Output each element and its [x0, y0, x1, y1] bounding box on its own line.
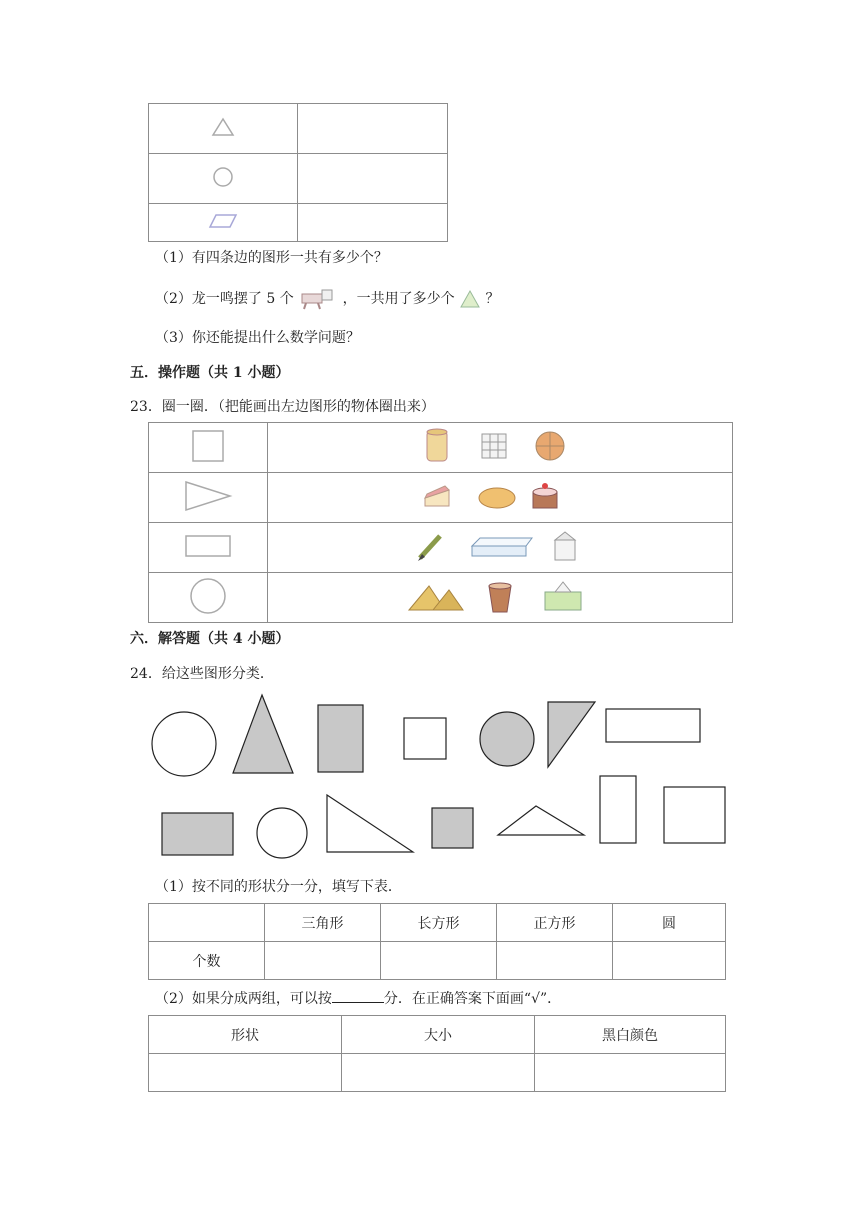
sub-question-2 — [155, 988, 561, 1009]
gray-triangle — [233, 695, 293, 773]
gray-tall-rectangle — [318, 705, 363, 772]
white-wide-rectangle — [606, 709, 700, 742]
question-2-part-b: ，一共用了多少个 — [342, 291, 455, 307]
circle-count-cell[interactable] — [613, 942, 726, 980]
table1-header-square: 正方形 — [497, 904, 613, 942]
white-large-square — [664, 787, 725, 843]
table1-header-rectangle: 长方形 — [381, 904, 497, 942]
section-5-heading-a: 五．操作题（共 — [130, 365, 233, 381]
rectangle-count-cell[interactable] — [381, 942, 497, 980]
square-count-cell[interactable] — [497, 942, 613, 980]
question-2-part-c: ？ — [485, 291, 500, 307]
section-6-heading-b: 小题） — [242, 631, 290, 647]
white-tall-rectangle — [600, 776, 636, 843]
gray-circle — [480, 712, 534, 766]
table1-row-label: 个数 — [149, 942, 265, 980]
white-square — [404, 718, 446, 759]
shape-check-cell[interactable] — [149, 1054, 342, 1092]
table1-header-triangle: 三角形 — [265, 904, 381, 942]
gray-square — [432, 808, 473, 848]
table2-header-color: 黑白颜色 — [535, 1016, 726, 1054]
white-right-triangle — [327, 795, 413, 852]
section-5-heading-b: 小题） — [242, 365, 290, 381]
white-flat-triangle — [498, 806, 584, 835]
section-5-heading-num: 1 — [232, 365, 243, 381]
gray-right-triangle — [548, 702, 595, 767]
section-6-heading-a: 六．解答题（共 — [130, 631, 233, 647]
shape-classification-table — [148, 903, 726, 980]
color-check-cell[interactable] — [535, 1054, 726, 1092]
table1-header-blank — [149, 904, 265, 942]
question-3: （3）你还能提出什么数学问题？ — [155, 330, 360, 346]
size-check-cell[interactable] — [342, 1054, 535, 1092]
sub-question-2-part-a: （2）如果分成两组，可以按 — [155, 991, 332, 1007]
question-2-part-a: （2）龙一鸣摆了 5 个 — [155, 291, 294, 307]
section-6-heading-num: 4 — [232, 631, 243, 647]
large-white-circle — [152, 712, 216, 776]
table1-header-circle: 圆 — [613, 904, 726, 942]
white-circle — [257, 808, 307, 858]
gray-wide-rectangle — [162, 813, 233, 855]
sub-question-1: （1）按不同的形状分一分，填写下表． — [155, 879, 402, 895]
grouping-table — [148, 1015, 726, 1092]
question-23: 23．圈一圈．（把能画出左边图形的物体圈出来） — [130, 399, 435, 415]
triangle-count-cell[interactable] — [265, 942, 381, 980]
table2-header-shape: 形状 — [149, 1016, 342, 1054]
table2-header-size: 大小 — [342, 1016, 535, 1054]
sub-question-2-part-b: 分．在正确答案下面画“√”． — [383, 991, 562, 1007]
question-1: （1）有四条边的图形一共有多少个？ — [155, 250, 388, 266]
question-24: 24．给这些图形分类． — [130, 666, 274, 682]
answer-blank[interactable] — [332, 988, 384, 1003]
